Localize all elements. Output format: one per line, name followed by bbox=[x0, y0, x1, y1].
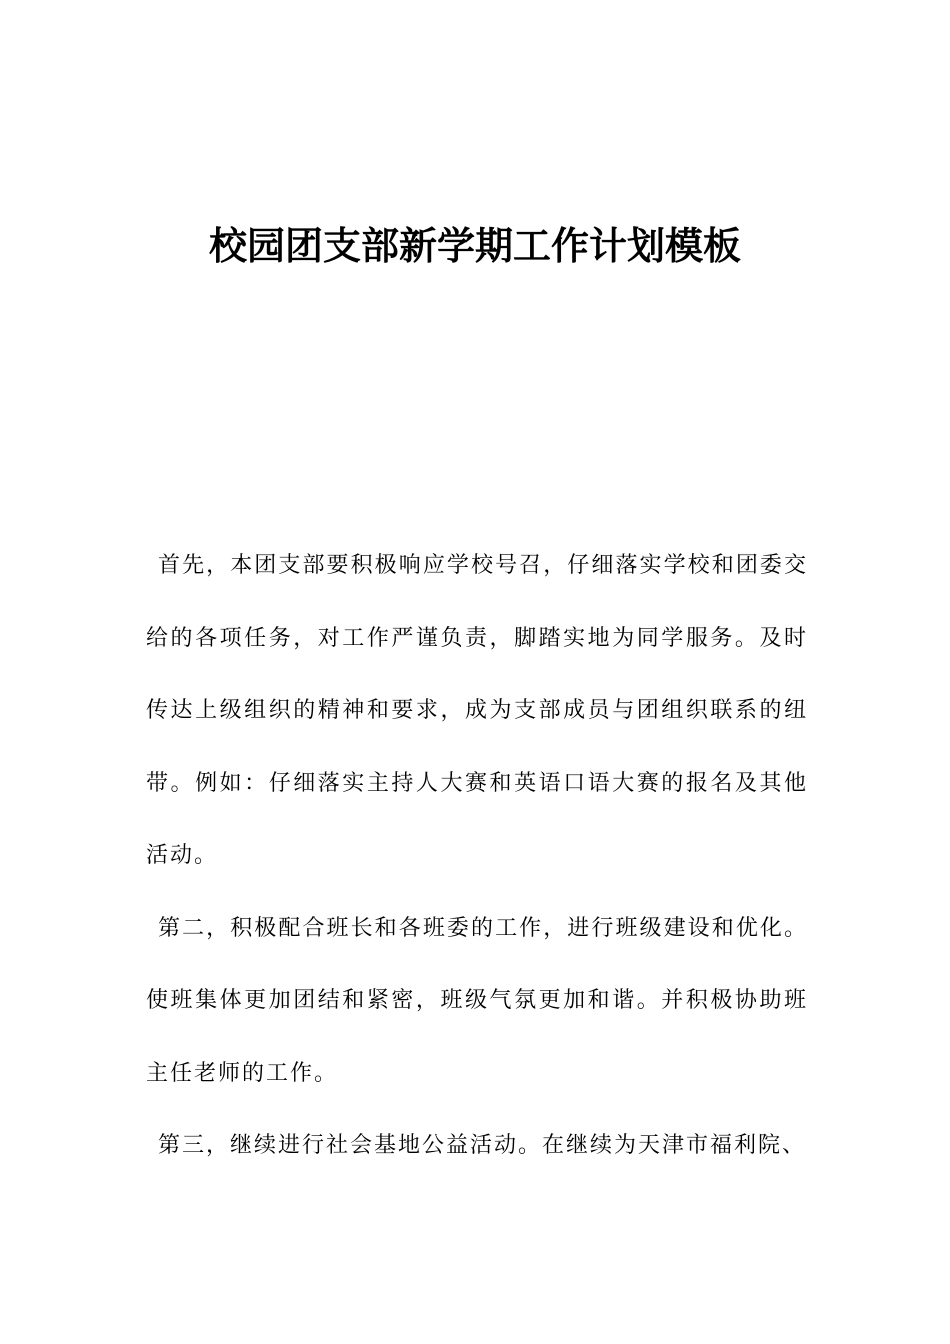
page-title: 校园团支部新学期工作计划模板 bbox=[208, 224, 741, 268]
paragraph-first: 首先，本团支部要积极响应学校号召，仔细落实学校和团委交给的各项任务，对工作严谨负责，脚踏实地为同学服务。及时传达上级组织的精神和要求，成为支部成员与团组织联系的纽带。例如：仔细落实主持人大赛和英语口语大赛的报名及其他活动。 bbox=[146, 553, 808, 868]
paragraph-third: 第三，继续进行社会基地公益活动。在继续为天津市福利院、 bbox=[158, 1133, 807, 1158]
document-body bbox=[146, 530, 808, 1183]
paragraph-second: 第二，积极配合班长和各班委的工作，进行班级建设和优化。使班集体更加团结和紧密，班级气氛更加和谐。并积极协助班主任老师的工作。 bbox=[146, 915, 808, 1086]
